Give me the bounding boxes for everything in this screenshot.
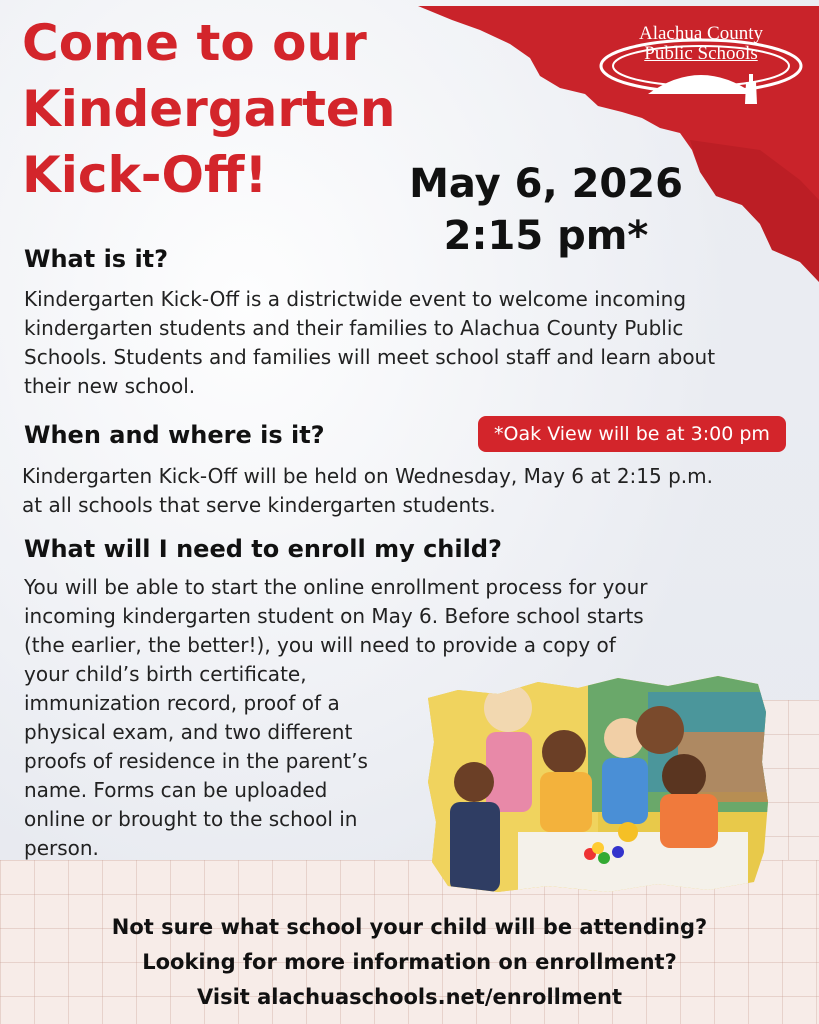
footer-callout [0, 910, 819, 1015]
event-time: 2:15 pm* [443, 213, 649, 259]
enroll-heading: What will I need to enroll my child? [24, 535, 502, 563]
text-line: at all schools that serve kindergarten students. [22, 493, 496, 517]
title-line: Come to our [22, 14, 367, 72]
text-line: proofs of residence in the parent’s [24, 749, 368, 773]
footer-line: Not sure what school your child will be attending? [111, 915, 708, 939]
text-line: online or brought to the school in [24, 807, 358, 831]
logo-line-1: Alachua County [638, 23, 763, 44]
event-date: May 6, 2026 [409, 161, 683, 207]
when-heading: When and where is it? [24, 421, 325, 449]
text-line: incoming kindergarten student on May 6. Before school starts [24, 604, 644, 628]
text-line: immunization record, proof of a [24, 691, 340, 715]
footer-link-line[interactable]: Visit alachuaschools.net/enrollment [196, 985, 622, 1009]
what-heading: What is it? [24, 245, 169, 273]
text-line: name. Forms can be uploaded [24, 778, 328, 802]
event-date-time [396, 158, 696, 262]
text-line: kindergarten students and their families to Alachua County Public [24, 316, 684, 340]
text-line: You will be able to start the online enrollment process for your [24, 575, 648, 599]
page-title [22, 10, 395, 208]
text-line: their new school. [24, 374, 196, 398]
text-line: physical exam, and two different [24, 720, 353, 744]
logo-line-2: Public Schools [644, 43, 758, 64]
oak-view-note-badge: *Oak View will be at 3:00 pm [478, 416, 786, 452]
text-line: your child’s birth certificate, [24, 662, 307, 686]
text-line: (the earlier, the better!), you will need to provide a copy of [24, 633, 616, 657]
school-bell-tower-icon [744, 74, 758, 104]
title-line: Kick-Off! [22, 146, 268, 204]
what-paragraph [24, 285, 715, 401]
text-line: Schools. Students and families will meet school staff and learn about [24, 345, 716, 369]
text-line: person. [24, 836, 99, 860]
text-line: Kindergarten Kick-Off is a districtwide event to welcome incoming [24, 287, 687, 311]
district-logo [596, 16, 806, 108]
when-paragraph [22, 462, 713, 520]
footer-line: Looking for more information on enrollment? [142, 950, 677, 974]
children-photo [428, 672, 768, 894]
title-line: Kindergarten [22, 80, 396, 138]
text-line: Kindergarten Kick-Off will be held on Wednesday, May 6 at 2:15 p.m. [22, 464, 713, 488]
